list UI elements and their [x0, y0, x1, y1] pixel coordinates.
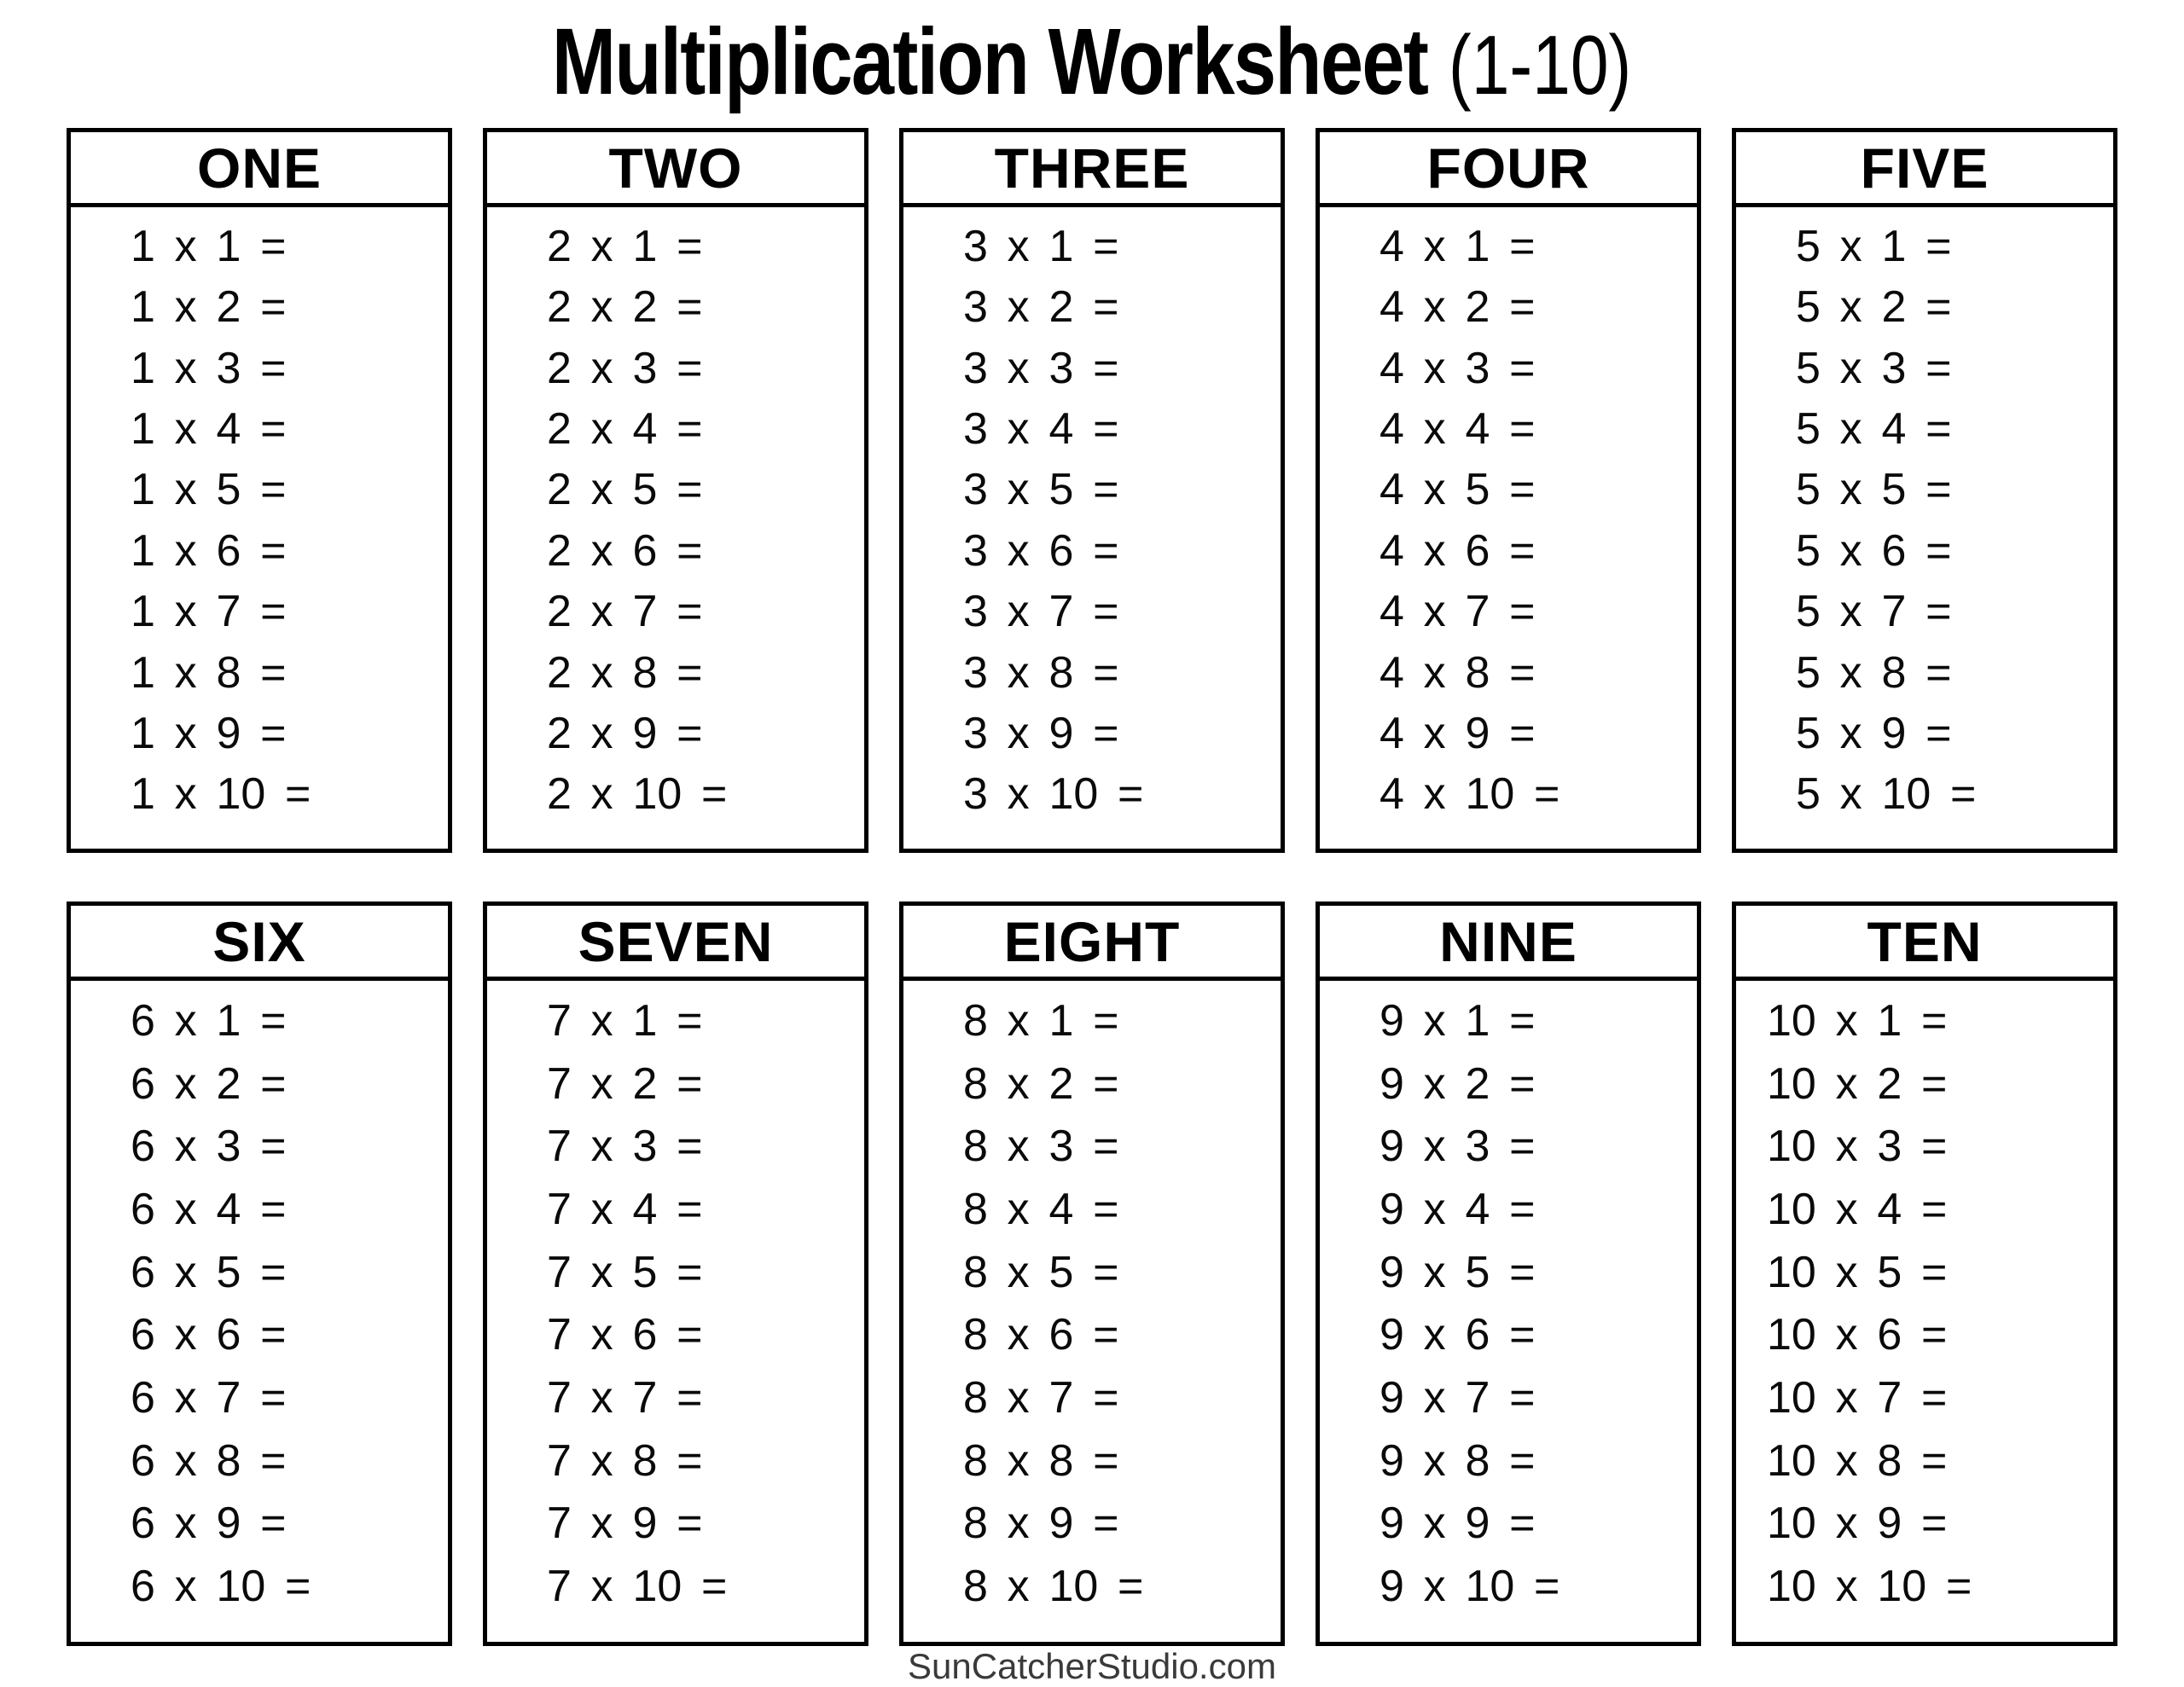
equation-row: 7 x 9 =: [547, 1499, 703, 1549]
table-eight-label: EIGHT: [1003, 909, 1181, 973]
equation-row: 6 x 3 =: [131, 1122, 287, 1172]
equation-row: 10 x 5 =: [1767, 1247, 1948, 1297]
equation-row: 8 x 1 =: [963, 995, 1119, 1046]
page-title: Multiplication Worksheet: [552, 9, 1428, 114]
table-four-equations: [1320, 207, 1697, 849]
equation-row: 4 x 6 =: [1380, 525, 1536, 576]
equation-row: 4 x 1 =: [1380, 221, 1536, 271]
equation-row: 10 x 2 =: [1767, 1058, 1948, 1109]
equation-row: 1 x 6 =: [131, 525, 287, 576]
table-one: [67, 128, 452, 853]
equation-row: 6 x 9 =: [131, 1499, 287, 1549]
equation-row: 1 x 3 =: [131, 343, 287, 393]
equation-row: 4 x 5 =: [1380, 465, 1536, 515]
equation-row: 6 x 2 =: [131, 1058, 287, 1109]
equation-row: 8 x 4 =: [963, 1184, 1119, 1234]
equation-row: 2 x 5 =: [547, 465, 703, 515]
equation-row: 3 x 9 =: [963, 708, 1119, 758]
equation-row: 1 x 8 =: [131, 647, 287, 698]
equation-row: 1 x 7 =: [131, 587, 287, 637]
table-one-label: ONE: [196, 136, 322, 200]
equation-row: 10 x 10 =: [1767, 1562, 1972, 1612]
equation-row: 3 x 4 =: [963, 403, 1119, 454]
equation-row: 8 x 6 =: [963, 1310, 1119, 1360]
equation-row: 3 x 5 =: [963, 465, 1119, 515]
equation-row: 3 x 1 =: [963, 221, 1119, 271]
table-two-header: [487, 132, 864, 207]
table-four-header: [1320, 132, 1697, 207]
table-three: [899, 128, 1285, 853]
equation-row: 9 x 10 =: [1380, 1562, 1560, 1612]
equation-row: 3 x 10 =: [963, 769, 1144, 820]
equation-row: 1 x 9 =: [131, 708, 287, 758]
equation-row: 9 x 2 =: [1380, 1058, 1536, 1109]
table-five-equations: [1736, 207, 2113, 849]
equation-row: 10 x 8 =: [1767, 1435, 1948, 1486]
equation-row: 7 x 4 =: [547, 1184, 703, 1234]
equation-row: 1 x 5 =: [131, 465, 287, 515]
table-ten-label: TEN: [1867, 909, 1983, 973]
footer: [0, 1646, 2184, 1687]
equation-row: 9 x 8 =: [1380, 1435, 1536, 1486]
equation-row: 8 x 8 =: [963, 1435, 1119, 1486]
equation-row: 9 x 5 =: [1380, 1247, 1536, 1297]
table-eight-equations: [903, 981, 1281, 1642]
equation-row: 7 x 6 =: [547, 1310, 703, 1360]
equation-row: 9 x 9 =: [1380, 1499, 1536, 1549]
table-six-label: SIX: [212, 909, 306, 973]
equation-row: 9 x 1 =: [1380, 995, 1536, 1046]
table-three-header: [903, 132, 1281, 207]
equation-row: 3 x 6 =: [963, 525, 1119, 576]
equation-row: 1 x 1 =: [131, 221, 287, 271]
equation-row: 8 x 3 =: [963, 1122, 1119, 1172]
footer-credit: SunCatcherStudio.com: [908, 1646, 1276, 1686]
table-seven-equations: [487, 981, 864, 1642]
equation-row: 5 x 7 =: [1796, 587, 1952, 637]
equation-row: 7 x 3 =: [547, 1122, 703, 1172]
title-line: [552, 8, 1631, 116]
equation-row: 10 x 4 =: [1767, 1184, 1948, 1234]
equation-row: 3 x 2 =: [963, 282, 1119, 333]
equation-row: 5 x 10 =: [1796, 769, 1977, 820]
equation-row: 10 x 9 =: [1767, 1499, 1948, 1549]
table-five-header: [1736, 132, 2113, 207]
equation-row: 4 x 3 =: [1380, 343, 1536, 393]
equation-row: 7 x 5 =: [547, 1247, 703, 1297]
equation-row: 7 x 1 =: [547, 995, 703, 1046]
equation-row: 3 x 3 =: [963, 343, 1119, 393]
equation-row: 9 x 6 =: [1380, 1310, 1536, 1360]
equation-row: 9 x 3 =: [1380, 1122, 1536, 1172]
table-nine-equations: [1320, 981, 1697, 1642]
table-two-equations: [487, 207, 864, 849]
table-six-header: [71, 906, 448, 981]
equation-row: 6 x 4 =: [131, 1184, 287, 1234]
equation-row: 7 x 8 =: [547, 1435, 703, 1486]
table-three-equations: [903, 207, 1281, 849]
equation-row: 1 x 2 =: [131, 282, 287, 333]
equation-row: 5 x 8 =: [1796, 647, 1952, 698]
table-five: [1732, 128, 2117, 853]
equation-row: 2 x 8 =: [547, 647, 703, 698]
table-six-equations: [71, 981, 448, 1642]
equation-row: 5 x 3 =: [1796, 343, 1952, 393]
equation-row: 5 x 5 =: [1796, 465, 1952, 515]
table-one-header: [71, 132, 448, 207]
equation-row: 4 x 9 =: [1380, 708, 1536, 758]
equation-row: 6 x 10 =: [131, 1562, 311, 1612]
table-two-label: TWO: [608, 136, 743, 200]
equation-row: 8 x 2 =: [963, 1058, 1119, 1109]
equation-row: 3 x 7 =: [963, 587, 1119, 637]
table-five-label: FIVE: [1860, 136, 1989, 200]
equation-row: 7 x 7 =: [547, 1373, 703, 1423]
equation-row: 4 x 8 =: [1380, 647, 1536, 698]
table-four: [1316, 128, 1701, 853]
table-seven: [483, 901, 868, 1646]
equation-row: 7 x 2 =: [547, 1058, 703, 1109]
page-title-range: (1-10): [1449, 18, 1632, 112]
equation-row: 3 x 8 =: [963, 647, 1119, 698]
equation-row: 2 x 4 =: [547, 403, 703, 454]
equation-row: 5 x 9 =: [1796, 708, 1952, 758]
equation-row: 8 x 10 =: [963, 1562, 1144, 1612]
equation-row: 6 x 5 =: [131, 1247, 287, 1297]
equation-row: 4 x 10 =: [1380, 769, 1560, 820]
equation-row: 6 x 1 =: [131, 995, 287, 1046]
equation-row: 9 x 4 =: [1380, 1184, 1536, 1234]
equation-row: 4 x 4 =: [1380, 403, 1536, 454]
equation-row: 9 x 7 =: [1380, 1373, 1536, 1423]
equation-row: 2 x 1 =: [547, 221, 703, 271]
equation-row: 10 x 6 =: [1767, 1310, 1948, 1360]
table-four-label: FOUR: [1426, 136, 1590, 200]
equation-row: 2 x 3 =: [547, 343, 703, 393]
equation-row: 10 x 3 =: [1767, 1122, 1948, 1172]
table-ten-equations: [1736, 981, 2113, 1642]
table-eight: [899, 901, 1285, 1646]
table-three-label: THREE: [994, 136, 1190, 200]
worksheet-grid: [67, 128, 2117, 1646]
table-ten: [1732, 901, 2117, 1646]
equation-row: 2 x 10 =: [547, 769, 728, 820]
table-seven-label: SEVEN: [578, 909, 774, 973]
table-ten-header: [1736, 906, 2113, 981]
table-six: [67, 901, 452, 1646]
equation-row: 1 x 10 =: [131, 769, 311, 820]
equation-row: 2 x 2 =: [547, 282, 703, 333]
equation-row: 5 x 2 =: [1796, 282, 1952, 333]
equation-row: 5 x 4 =: [1796, 403, 1952, 454]
equation-row: 2 x 6 =: [547, 525, 703, 576]
equation-row: 8 x 9 =: [963, 1499, 1119, 1549]
equation-row: 8 x 7 =: [963, 1373, 1119, 1423]
equation-row: 4 x 7 =: [1380, 587, 1536, 637]
equation-row: 7 x 10 =: [547, 1562, 728, 1612]
equation-row: 8 x 5 =: [963, 1247, 1119, 1297]
equation-row: 2 x 7 =: [547, 587, 703, 637]
equation-row: 6 x 7 =: [131, 1373, 287, 1423]
table-one-equations: [71, 207, 448, 849]
equation-row: 5 x 6 =: [1796, 525, 1952, 576]
equation-row: 6 x 8 =: [131, 1435, 287, 1486]
equation-row: 4 x 2 =: [1380, 282, 1536, 333]
table-nine-label: NINE: [1439, 909, 1577, 973]
equation-row: 10 x 1 =: [1767, 995, 1948, 1046]
equation-row: 6 x 6 =: [131, 1310, 287, 1360]
table-seven-header: [487, 906, 864, 981]
table-nine: [1316, 901, 1701, 1646]
equation-row: 5 x 1 =: [1796, 221, 1952, 271]
equation-row: 1 x 4 =: [131, 403, 287, 454]
equation-row: 10 x 7 =: [1767, 1373, 1948, 1423]
table-eight-header: [903, 906, 1281, 981]
equation-row: 2 x 9 =: [547, 708, 703, 758]
table-nine-header: [1320, 906, 1697, 981]
table-two: [483, 128, 868, 853]
title-bar: [0, 0, 2184, 128]
